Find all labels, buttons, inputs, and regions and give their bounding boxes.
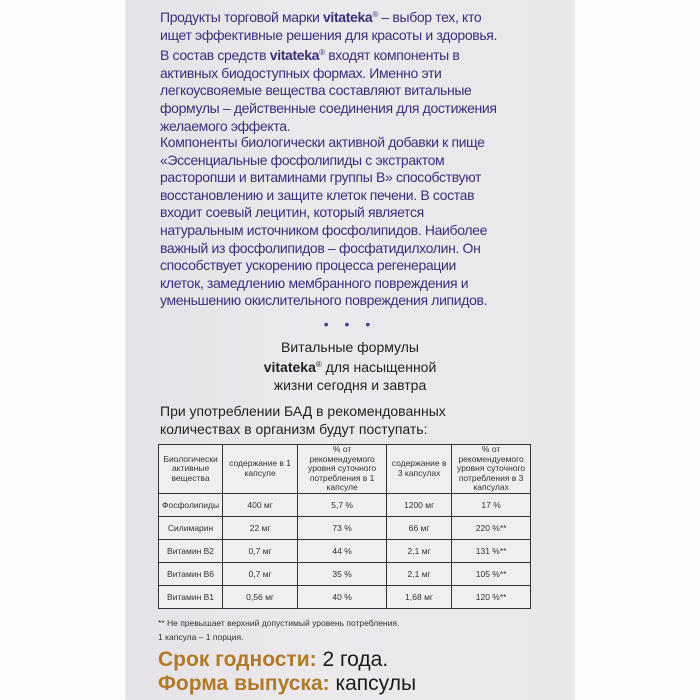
text-segment: уменьшению окислительного повреждения липидов.: [160, 292, 488, 309]
text-line: [160, 187, 540, 205]
text-segment: расторопши и витаминами группы В» способствуют: [160, 169, 482, 186]
registered-mark: ®: [372, 10, 378, 19]
table-cell: 0,56 мг: [223, 585, 298, 608]
column-header: % от рекомендуемого уровня суточного потребления в 1 капсуле: [298, 445, 387, 494]
table-cell: 44 %: [298, 539, 387, 562]
text-segment: – выбор тех, кто: [377, 9, 482, 25]
text-line: [160, 204, 540, 222]
text-segment: В состав средств: [160, 47, 270, 64]
table-cell: Фосфолипиды: [159, 493, 223, 516]
text-line: [160, 222, 540, 240]
nutrition-table: [158, 444, 531, 609]
table-cell: 2,1 мг: [387, 562, 452, 585]
table-cell: 66 мг: [387, 516, 452, 539]
text-line: [160, 82, 540, 100]
text-segment: входят компоненты в: [324, 47, 460, 64]
table-cell: Витамин B6: [159, 562, 223, 585]
text-line: [160, 134, 540, 152]
column-header: % от рекомендуемого уровня суточного потребления в 3 капсулах: [452, 445, 531, 494]
table-cell: Витамин B2: [159, 539, 223, 562]
ingredients-description-paragraph: [160, 134, 540, 310]
intro-line: количествах в организм будут поступать:: [160, 421, 428, 437]
table-cell: 105 %**: [452, 562, 531, 585]
text-segment: ищет эффективные решения для красоты и здоровья.: [160, 26, 498, 43]
text-line: [160, 100, 540, 118]
text-segment: Продукты торговой марки: [160, 9, 323, 25]
table-cell: 1,68 мг: [387, 585, 452, 608]
footnotes: [158, 616, 399, 644]
text-segment: клеток, замедлению мембранного повреждения и: [160, 274, 469, 291]
text-segment: натуральным источником фосфолипидов. Наиболее: [160, 221, 488, 238]
text-segment: жизни сегодня и завтра: [273, 377, 427, 393]
text-segment: способствует ускорению процесса регенерации: [160, 257, 456, 274]
text-line: [160, 118, 540, 136]
registered-mark: ®: [315, 360, 322, 369]
text-segment: Компоненты биологически активной добавки к пище: [160, 134, 485, 150]
text-line: [160, 65, 540, 83]
table-cell: 22 мг: [223, 516, 298, 539]
footnote: ** Не превышает верхний допустимый уровень потребления.: [158, 618, 400, 628]
release-form-label: Форма выпуска:: [158, 672, 330, 695]
text-segment: легкоусвояемые вещества составляют витальные: [160, 82, 472, 99]
text-line: [160, 275, 540, 293]
text-segment: Витальные формулы: [281, 339, 419, 355]
table-cell: 73 %: [298, 516, 387, 539]
table-cell: 0,7 мг: [223, 539, 298, 562]
table-header-row: [159, 445, 531, 494]
table-cell: 17 %: [452, 493, 531, 516]
text-line: [160, 240, 540, 258]
text-segment: желаемого эффекта.: [160, 117, 291, 134]
slogan: [126, 338, 574, 394]
table-cell: 35 %: [298, 562, 387, 585]
text-line: [160, 27, 540, 45]
brand-name: vitateka: [269, 47, 320, 64]
table-cell: 220 %**: [452, 516, 531, 539]
table-row: [159, 562, 531, 585]
text-line: [160, 292, 540, 310]
table-row: [159, 539, 531, 562]
text-segment: формулы – действенные соединения для достижения: [160, 99, 497, 116]
table-row: [159, 585, 531, 608]
registered-mark: ®: [319, 48, 325, 58]
shelf-life: [158, 648, 416, 672]
text-segment: активных биодоступных формах. Именно эти: [160, 64, 442, 81]
table-cell: Силимарин: [159, 516, 223, 539]
footnote: 1 капсула – 1 порция.: [158, 632, 244, 642]
table-cell: 120 %**: [452, 585, 531, 608]
text-segment: входит соевый лецитин, который является: [160, 204, 424, 221]
table-cell: 1200 мг: [387, 493, 452, 516]
text-line: [126, 356, 574, 376]
table-cell: 0,7 мг: [223, 562, 298, 585]
column-header: содержание в 3 капсулах: [387, 445, 452, 494]
text-segment: для насыщенной: [321, 359, 437, 375]
text-line: [160, 44, 540, 65]
table-row: [159, 516, 531, 539]
text-segment: «Эссенциальные фосфолипиды с экстрактом: [160, 151, 445, 168]
text-segment: важный из фосфолипидов – фосфатидилхолин. Он: [160, 239, 481, 256]
text-line: [160, 152, 540, 170]
brand-name: vitateka: [263, 359, 316, 375]
text-line: [160, 6, 540, 27]
release-form-value: капсулы: [329, 672, 417, 695]
column-header: Биологически активные вещества: [159, 445, 223, 494]
shelf-life-label: Срок годности:: [158, 648, 317, 671]
brand-description-paragraph: [160, 6, 540, 135]
table-cell: 2,1 мг: [387, 539, 452, 562]
text-line: [126, 376, 574, 394]
text-line: [160, 169, 540, 187]
dots-divider: • • •: [323, 316, 377, 332]
shelf-life-value: 2 года.: [316, 648, 389, 671]
column-header: содержание в 1 капсуле: [223, 445, 298, 494]
table-cell: 5,7 %: [298, 493, 387, 516]
text-segment: восстановлению и защите клеток печени. В состав: [160, 186, 475, 203]
product-info: [158, 648, 416, 696]
table-cell: 131 %**: [452, 539, 531, 562]
table-cell: 400 мг: [223, 493, 298, 516]
text-line: [160, 257, 540, 275]
text-line: [126, 338, 574, 356]
table-intro: [160, 402, 446, 438]
table-cell: Витамин B1: [159, 585, 223, 608]
table-row: [159, 493, 531, 516]
brand-name: vitateka: [322, 9, 373, 25]
table-cell: 40 %: [298, 585, 387, 608]
release-form: [158, 672, 416, 696]
intro-line: При употреблении БАД в рекомендованных: [160, 403, 446, 419]
